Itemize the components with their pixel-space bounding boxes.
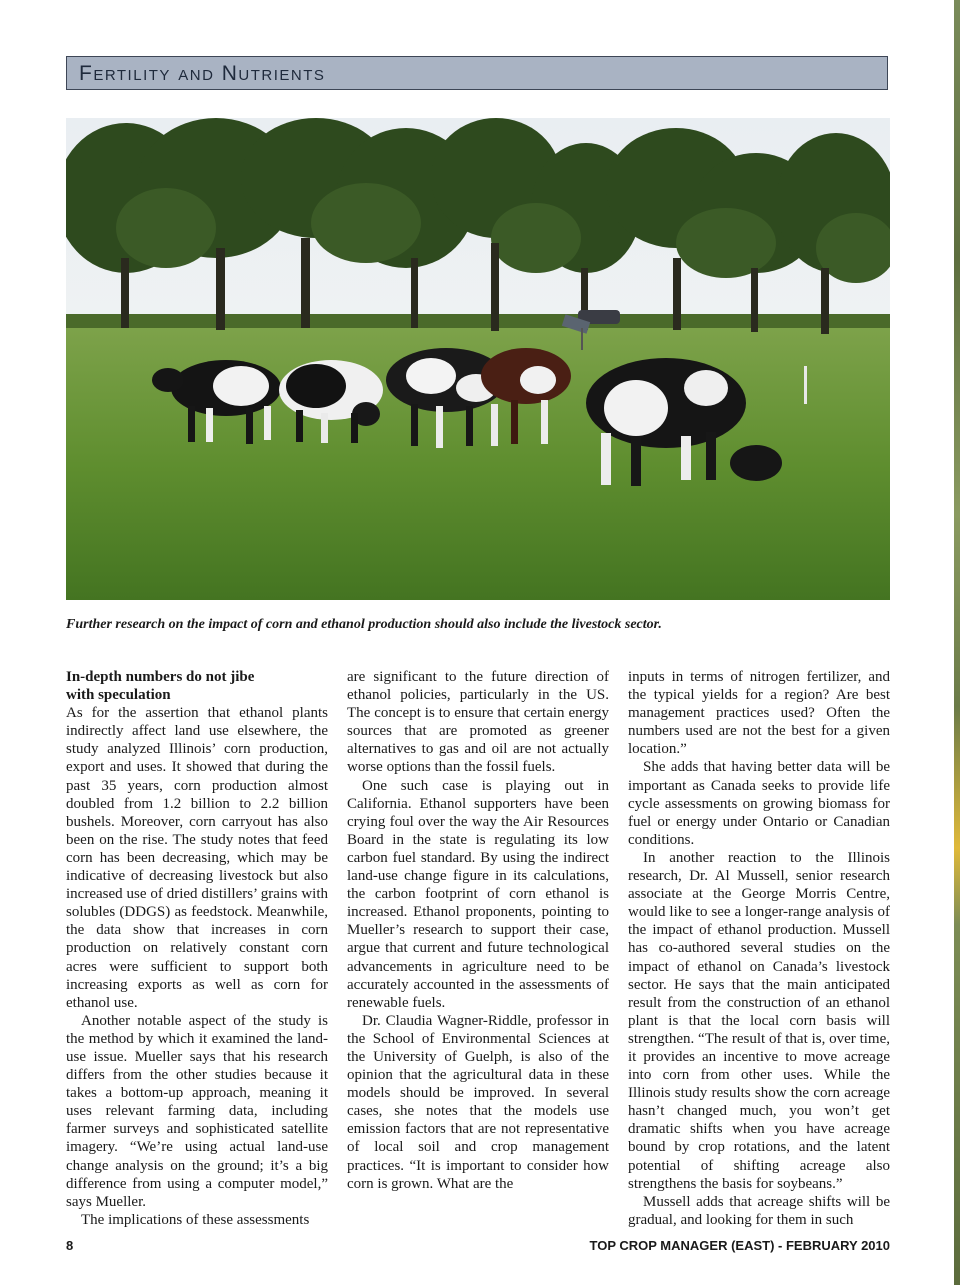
cows-grazing-photo [66, 118, 890, 600]
paragraph: As for the assertion that ethanol plants indirectly affect land use elsewhere, the study analyzed Illinois’ corn production, export and uses. It showed that during the past 35 years, corn production almost doubled from 1.2 billion to 2.2 billion bushels. Moreover, corn carryout has also been on the rise. The study notes that feed corn has been decreasing, which may be indicative of decreasing livestock but also increased use of dried distillers’ grains with solubles (DDGS) as feedstock. Meanwhile, the data show that increases in corn production on relatively constant corn acres were sufficient to support both increasing exports as well as corn for ethanol use. [66, 705, 328, 1011]
paragraph: The implications of these assessments [81, 1211, 310, 1228]
paragraph: Dr. Claudia Wagner-Riddle, professor in the School of Environmental Sciences at the University of Guelph, is also of the opinion that the agricultural data in these models should be improved. In several cases, she notes that the models use emission factors that are not representative of local soil and crop management practices. “It is important to consider how corn is grown. What are the [347, 1012, 609, 1192]
paragraph: In another reaction to the Illinois research, Dr. Al Mussell, senior research associate at the George Morris Centre, would like to see a longer-range analysis of the impact of ethanol production. Mussell has co-authored several studies on the impact of ethanol on Canada’s livestock sector. He says that the main anticipated result from the construction of an ethanol plant is that the local corn basis will strengthen. “The result of that is, over time, it provides an incentive to move acreage into corn from other uses. While the Illinois study results show the corn acreage hasn’t changed much, you won’t get dramatic shifts when you have acreage bound by crop rotations, and the latent potential of shifting acreage also strengthens the basis for soybeans.” [628, 849, 890, 1192]
paragraph: One such case is playing out in California. Ethanol supporters have been crying foul over the way the Air Resources Board in the state is regulating its low carbon fuel standard. By using the indirect land-use change figure in its calculations, the carbon footprint of corn ethanol is increased. Ethanol proponents, pointing to Mueller’s research to support their case, argue that current and future technological advancements in agriculture need to be accurately accounted in the assessments of renewable fuels. [347, 777, 609, 1011]
article-column-1 [66, 668, 328, 1229]
paragraph: Another notable aspect of the study is the method by which it examined the land-use issue. Mueller says that his research differs from the other studies because it takes a bottom-up approach, meaning it uses relevant farming data, including farmer surveys and sophisticated satellite imagery. “We’re using actual land-use change analysis on the ground; it’s a big difference from using a computer model,” says Mueller. [66, 1012, 328, 1210]
photo-caption: Further research on the impact of corn and ethanol production should also include the livestock sector. [66, 617, 662, 632]
section-title: Fertility and Nutrients [79, 62, 326, 85]
paragraph: Mussell adds that acreage shifts will be gradual, and looking for them in such [628, 1193, 890, 1228]
paragraph: inputs in terms of nitrogen fertilizer, and the typical yields for a region? Are best management practices used? Often the numbers used are not the best for a given location.” [628, 669, 890, 758]
paragraph: She adds that having better data will be important as Canada seeks to provide life cycle assessments on growing biomass for fuel or energy under Ontario or Canadian conditions. [628, 759, 890, 848]
photo-illustration [66, 118, 890, 600]
section-banner [66, 56, 888, 90]
publication-footer: TOP CROP MANAGER (EAST) - FEBRUARY 2010 [589, 1238, 890, 1253]
page-edge-strip [954, 0, 960, 1285]
article-subhead: In-depth numbers do not jibe with speculation [66, 669, 255, 704]
paragraph: are significant to the future direction of ethanol policies, particularly in the US. The concept is to ensure that certain energy sources that are promoted as greener alternatives to gas and oil are not actually worse options than the fossil fuels. [347, 669, 609, 776]
page-number: 8 [66, 1238, 74, 1253]
article-column-2 [347, 668, 609, 1193]
article-column-3 [628, 668, 890, 1229]
